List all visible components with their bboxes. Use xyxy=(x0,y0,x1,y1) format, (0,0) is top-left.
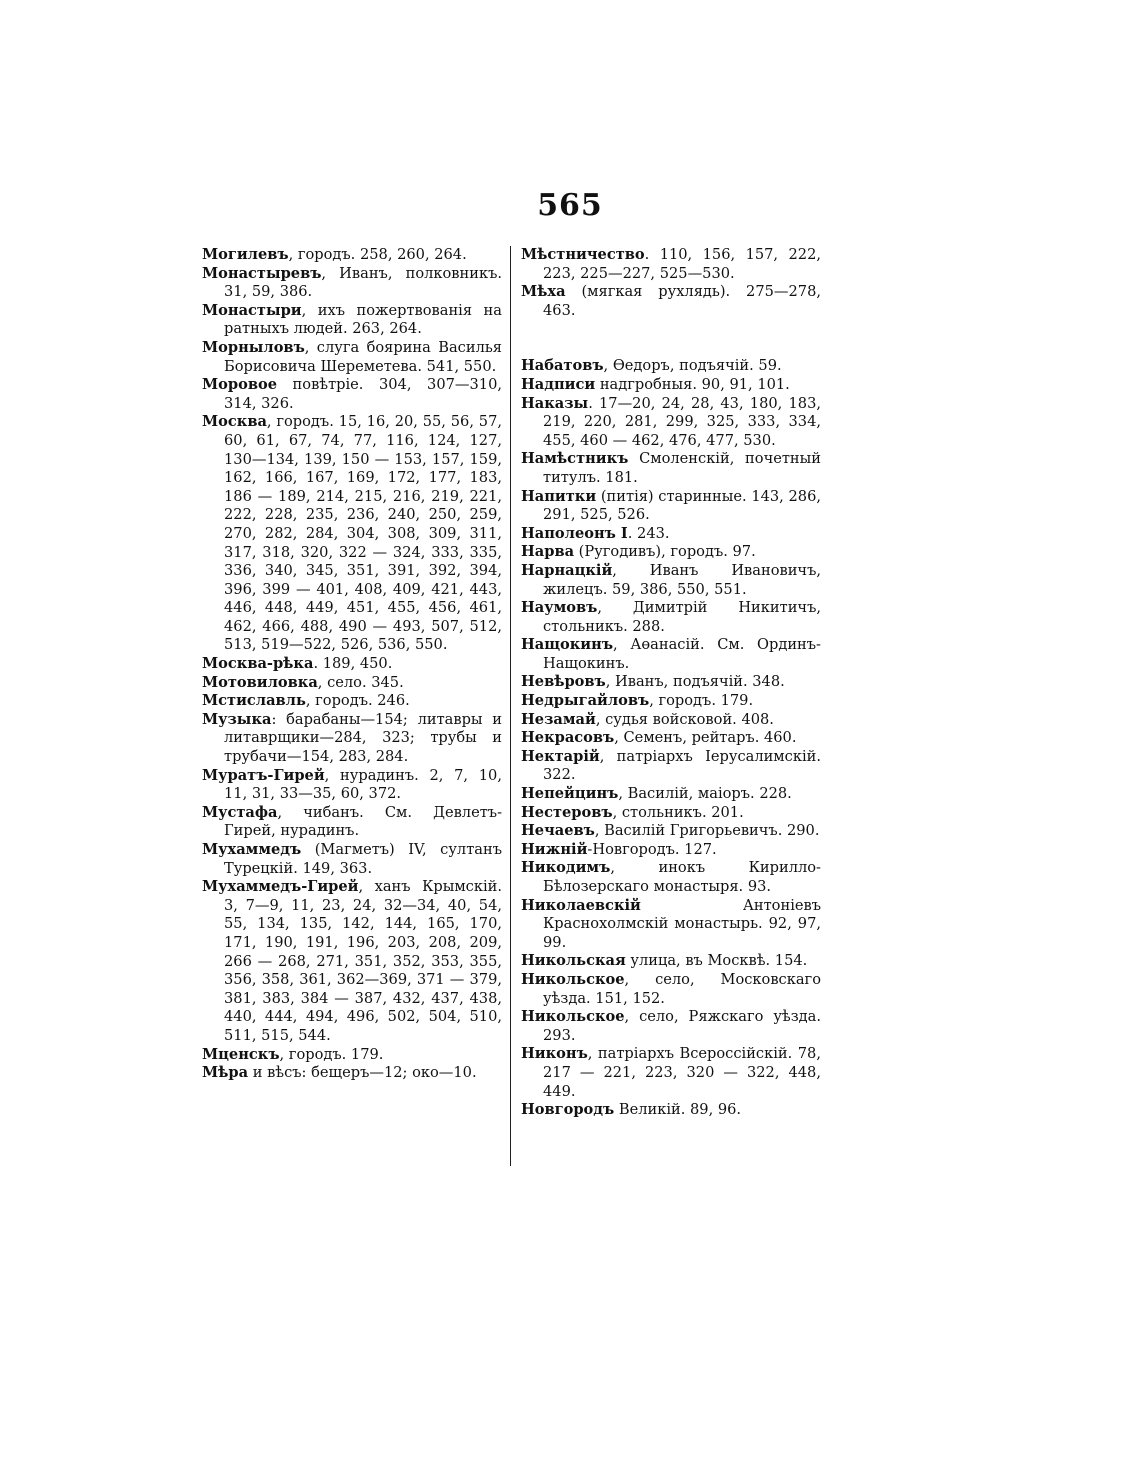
index-column-left xyxy=(202,246,502,1083)
index-references: , городъ. 246. xyxy=(305,692,410,710)
index-entry xyxy=(521,748,821,785)
index-entry xyxy=(521,488,821,525)
index-entry xyxy=(202,841,502,878)
index-entry xyxy=(202,804,502,841)
index-term: Морныловъ xyxy=(202,338,305,356)
index-references: (питія) старинные. 143, 286, 291, 525, 526. xyxy=(543,487,821,524)
index-term: Нарва xyxy=(521,543,575,561)
index-entry xyxy=(202,246,502,265)
index-term: Наказы xyxy=(521,394,589,412)
index-references: : барабаны—154; литавры и литаврщики—284, 323; трубы и трубачи—154, 283, 284. xyxy=(224,710,502,766)
index-entry xyxy=(521,711,821,730)
index-entry xyxy=(521,450,821,487)
index-term: Николаевскій xyxy=(521,896,641,914)
index-entry xyxy=(521,692,821,711)
index-term: Невѣровъ xyxy=(521,673,606,691)
index-entry xyxy=(521,1008,821,1045)
index-references: , стольникъ. 201. xyxy=(612,803,744,821)
index-references: Великій. 89, 96. xyxy=(614,1101,742,1119)
index-entry xyxy=(202,692,502,711)
index-entry xyxy=(202,376,502,413)
index-term: Нижній xyxy=(521,840,588,858)
index-entry xyxy=(202,655,502,674)
index-entry xyxy=(521,1045,821,1101)
index-entry xyxy=(202,1064,502,1083)
index-references: , село, Ряжскаго уѣзда. 293. xyxy=(543,1008,821,1044)
index-term: Никольская xyxy=(521,952,626,970)
index-references: , Василій, маіоръ. 228. xyxy=(618,785,792,803)
index-term: Наумовъ xyxy=(521,599,598,617)
index-term: Напитки xyxy=(521,487,597,505)
index-entry xyxy=(202,339,502,376)
index-term: Музыка xyxy=(202,710,272,728)
index-entry xyxy=(521,246,821,283)
index-term: Новгородъ xyxy=(521,1101,615,1119)
index-references: , ихъ пожертвованія на ратныхъ людей. 263, 264. xyxy=(224,301,502,338)
index-entry xyxy=(521,729,821,748)
index-references: и вѣсъ: бещеръ—12; око—10. xyxy=(248,1064,477,1082)
index-term: Некрасовъ xyxy=(521,729,615,747)
index-entry xyxy=(521,395,821,451)
index-term: Недрыгайловъ xyxy=(521,692,650,710)
index-entry xyxy=(521,804,821,823)
index-term: Никодимъ xyxy=(521,859,611,877)
index-references: . 110, 156, 157, 222, 223, 225—227, 525—530. xyxy=(543,246,821,282)
index-entry xyxy=(521,822,821,841)
index-term: Намѣстникъ xyxy=(521,450,629,468)
index-term: Москва xyxy=(202,413,267,431)
index-term: Москва-рѣка xyxy=(202,655,314,673)
index-term: Никольское xyxy=(521,1008,625,1026)
index-references: (мягкая рухлядь). 275—278, 463. xyxy=(543,283,821,319)
index-term: Мстиславль xyxy=(202,692,306,710)
index-entry xyxy=(521,1101,821,1120)
index-term: Никольское xyxy=(521,970,625,988)
index-entry xyxy=(521,673,821,692)
index-references: , Өедоръ, подъячій. 59. xyxy=(603,357,782,375)
index-references: . 189, 450. xyxy=(313,655,393,673)
index-term: Наполеонъ I xyxy=(521,524,628,542)
index-term: Мухаммедъ xyxy=(202,841,302,858)
index-entry xyxy=(202,767,502,804)
index-term: Мѣха xyxy=(521,283,566,301)
index-references: , Семенъ, рейтаръ. 460. xyxy=(614,729,797,747)
index-entry xyxy=(521,897,821,953)
index-entry xyxy=(521,283,821,320)
index-references: (Магметъ) IV, султанъ Турецкій. 149, 363. xyxy=(224,841,502,877)
index-entry xyxy=(202,413,502,655)
index-entry xyxy=(521,599,821,636)
index-references: , Иванъ Ивановичъ, жилецъ. 59, 386, 550, 551. xyxy=(543,561,821,598)
index-references: -Новгородъ. 127. xyxy=(587,840,717,858)
index-references: повѣтріе. 304, 307—310, 314, 326. xyxy=(224,376,502,412)
index-term: Моровое xyxy=(202,376,277,394)
index-term: Мценскъ xyxy=(202,1045,280,1063)
index-references: , слуга боярина Василья Борисовича Шереметева. 541, 550. xyxy=(224,338,502,375)
index-references: , патріархъ Всероссійскій. 78, 217 — 221, 223, 320 — 322, 448, 449. xyxy=(543,1045,821,1100)
index-term: Надписи xyxy=(521,375,596,393)
index-entry xyxy=(521,859,821,896)
index-term: Нечаевъ xyxy=(521,822,595,840)
index-entry xyxy=(521,376,821,395)
index-references: , городъ. 179. xyxy=(649,692,754,710)
index-references: , Аөанасій. См. Ординъ-Нащокинъ. xyxy=(543,636,821,672)
index-references: , ханъ Крымскій. 3, 7—9, 11, 23, 24, 32—34, 40, 54, 55, 134, 135, 142, 144, 165, 170, 171, 190, 191, 196, 203, 208, 209, 266 — 268, 271, 351, 352, 353, 355, 356, 358, 361, 362—369, 371 — 379, 381, 383, 384 — 387, 432, 437, 438, 440, 444, 494, 496, 502, 504, 510, 511, 515, 544. xyxy=(224,878,502,1044)
index-references: , село. 345. xyxy=(317,673,404,691)
index-term: Незамай xyxy=(521,710,596,728)
index-entry xyxy=(521,841,821,860)
index-entry xyxy=(521,525,821,544)
index-references: , городъ. 179. xyxy=(279,1045,384,1063)
index-term: Мухаммедъ-Гирей xyxy=(202,878,359,896)
index-term: Непейцинъ xyxy=(521,785,619,803)
index-references: , судья войсковой. 408. xyxy=(595,710,774,728)
index-entry xyxy=(202,711,502,767)
index-references: , городъ. 258, 260, 264. xyxy=(288,246,467,263)
index-term: Нащокинъ xyxy=(521,636,614,654)
index-references: , инокъ Кирилло-Бѣлозерскаго монастыря. 93. xyxy=(543,859,821,895)
index-term: Могилевъ xyxy=(202,246,289,263)
index-references: , патріархъ Іерусалимскій. 322. xyxy=(543,747,821,784)
page-number: 565 xyxy=(537,188,603,223)
index-term: Мотовиловка xyxy=(202,673,318,691)
index-references: , село, Московскаго уѣзда. 151, 152. xyxy=(543,970,821,1007)
index-entry xyxy=(521,952,821,971)
index-references: , Василій Григорьевичъ. 290. xyxy=(594,822,820,840)
index-entry xyxy=(202,265,502,302)
index-term: Мустафа xyxy=(202,803,278,821)
index-entry xyxy=(202,302,502,339)
index-entry xyxy=(521,543,821,562)
index-references: улица, въ Москвѣ. 154. xyxy=(625,952,808,970)
index-term: Мѣстничество xyxy=(521,246,645,263)
index-entry xyxy=(521,562,821,599)
index-entry xyxy=(202,878,502,1045)
index-references: , городъ. 15, 16, 20, 55, 56, 57, 60, 61, 67, 74, 77, 116, 124, 127, 130—134, 139, 150 — 153, 157, 159, 162, 166, 167, 169, 172, 177, 183, 186 — 189, 214, 215, 216, 219, 221, 222, 228, 235, 236, 240, 250, 259, 270, 282, 284, 304, 308, 309, 311, 317, 318, 320, 322 — 324, 333, 335, 336, 340, 345, 351, 391, 392, 394, 396, 399 — 401, 408, 409, 421, 443, 446, 448, 449, 451, 455, 456, 461, 462, 466, 488, 490 — 493, 507, 512, 513, 519—522, 526, 536, 550. xyxy=(224,413,502,654)
index-references: . 243. xyxy=(627,524,670,542)
index-references: надгробныя. 90, 91, 101. xyxy=(595,375,790,393)
index-entry xyxy=(521,971,821,1008)
index-term: Монастыревъ xyxy=(202,264,322,282)
index-term: Никонъ xyxy=(521,1045,588,1063)
index-entry xyxy=(521,636,821,673)
index-term: Набатовъ xyxy=(521,357,604,375)
index-term: Мѣра xyxy=(202,1064,249,1082)
index-entry xyxy=(521,357,821,376)
index-term: Муратъ-Гирей xyxy=(202,766,325,784)
index-references: , Иванъ, полковникъ. 31, 59, 386. xyxy=(224,264,502,301)
index-term: Нектарій xyxy=(521,747,600,765)
index-entry xyxy=(202,674,502,693)
index-term: Монастыри xyxy=(202,301,302,319)
column-divider xyxy=(510,246,511,1166)
index-references: . 17—20, 24, 28, 43, 180, 183, 219, 220, 281, 299, 325, 333, 334, 455, 460 — 462, 476, 477, 530. xyxy=(543,394,821,449)
index-references: , Димитрій Никитичъ, стольникъ. 288. xyxy=(543,599,821,635)
index-references: , чибанъ. См. Девлетъ-Гирей, нурадинъ. xyxy=(224,803,502,840)
index-references: , нурадинъ. 2, 7, 10, 11, 31, 33—35, 60, 372. xyxy=(224,766,502,803)
index-references: (Ругодивъ), городъ. 97. xyxy=(574,543,756,561)
index-references: Антоніевъ Краснохолмскій монастырь. 92, 97, 99. xyxy=(543,896,821,951)
index-entry xyxy=(202,1046,502,1065)
index-references: , Иванъ, подъячій. 348. xyxy=(605,673,785,691)
index-column-right xyxy=(521,246,821,1120)
index-term: Нестеровъ xyxy=(521,803,613,821)
index-term: Нарнацкій xyxy=(521,561,613,579)
index-references: Смоленскій, почетный титулъ. 181. xyxy=(543,450,821,486)
index-entry xyxy=(521,785,821,804)
